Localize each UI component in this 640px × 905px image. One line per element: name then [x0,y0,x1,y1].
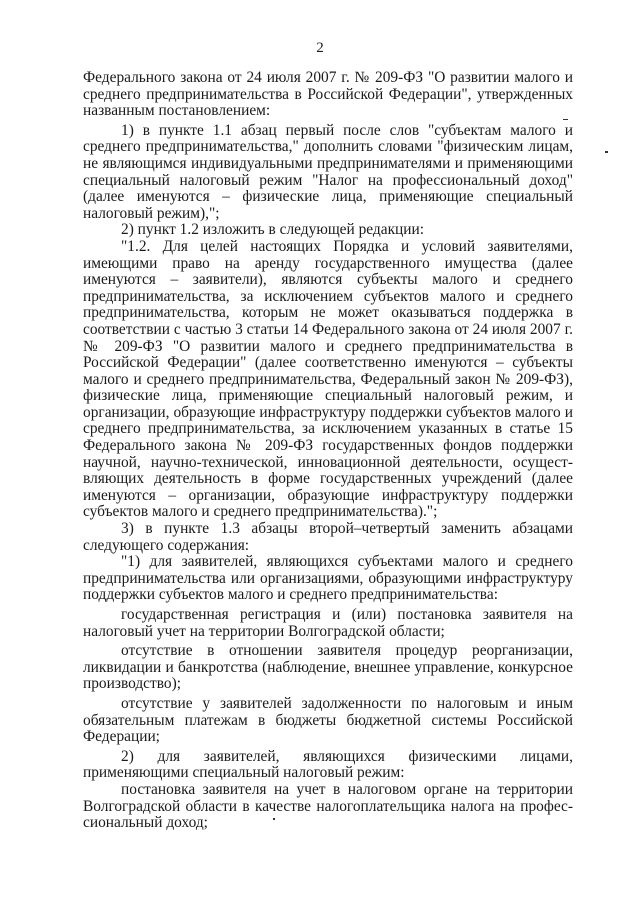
paragraph-item-2: 2) пункт 1.2 изложить в следующей редакции: [121,221,425,239]
paragraph-item-1: 1) в пункте 1.1 абзац первый после слов "субъектам малого и среднего предпринимательства," дополнить словами "физическим лицам, не являющимся индивидуальными предпринимателями и применяющими специальный налоговый режим "Налог на профессиональный доход" (далее именуются – физические лица, применяющие специальный налоговый режим),"; [83,121,573,222]
paragraph-clause-1-2: "1.2. Для целей настоящих Порядка и условий заявителями, имеющими право на аренду государственного имущества (далее именуются – заявители), являются субъекты малого и среднего предпринимательства, за исключением субъектов малого и среднего предпринимательства, которым не может оказываться поддержка в соответствии с частью 3 статьи 14 Федерального закона от 24 июля 2007 г. № 209-ФЗ "О развитии малого и среднего предпринимательства в Российской Федерации" (далее соответственно именуются – субъекты малого и среднего предпринимательства, Федеральный закон № 209-ФЗ), физические лица, применяющие специальный налоговый режим, и организации, образующие инфраструктуру поддержки субъектов малого и среднего предпринимательства, за исключением указанных в статье 15 Федерального закона № 209-ФЗ государственных фондов поддержки научной, научно-технической, инновационной деятельности, осущест-вляющих деятельность в форме государственных учреждений (далее именуются – организации, образующие инфраструктуру поддержки субъектов малого и среднего предпринимательства)."; [83,237,573,521]
paragraph-item-3: 3) в пункте 1.3 абзацы второй–четвертый заменить абзацами следующего содержания: [83,520,573,554]
paragraph-subitem-2: 2) для заявителей, являющихся физическими лицами, применяющими специальный налоговый режим: [83,747,573,782]
scan-speck [273,818,275,820]
document-body [83,70,573,832]
paragraph-intro: Федерального закона от 24 июля 2007 г. № 209-ФЗ "О развитии малого и среднего предпринимательства в Российской Федерации", утвержденных названным постановлением: [83,69,573,120]
paragraph-tax-registration: постановка заявителя на учет в налоговом органе на территории Волгоградской области в качестве налогоплательщика налога на профес-сиональный доход; [83,780,573,832]
paragraph-subitem-1: "1) для заявителей, являющихся субъектами малого и среднего предпринимательства или организациями, образующими инфраструктуру поддержки субъектов малого и среднего предпринимательства: [83,553,573,604]
page-number: 2 [316,40,324,56]
paragraph-registration: государственная регистрация и (или) постановка заявителя на налоговый учет на территории Волгоградской области; [83,606,573,640]
paragraph-no-reorganization: отсутствие в отношении заявителя процедур реорганизации, ликвидации и банкротства (наблюдение, внешнее управление, конкурсное производство); [83,642,573,693]
paragraph-no-debt: отсутствие у заявителей задолженности по налоговым и иным обязательным платежам в бюджеты бюджетной системы Российской Федерации; [83,694,573,746]
scan-speck [563,119,568,120]
scan-speck [605,151,608,153]
